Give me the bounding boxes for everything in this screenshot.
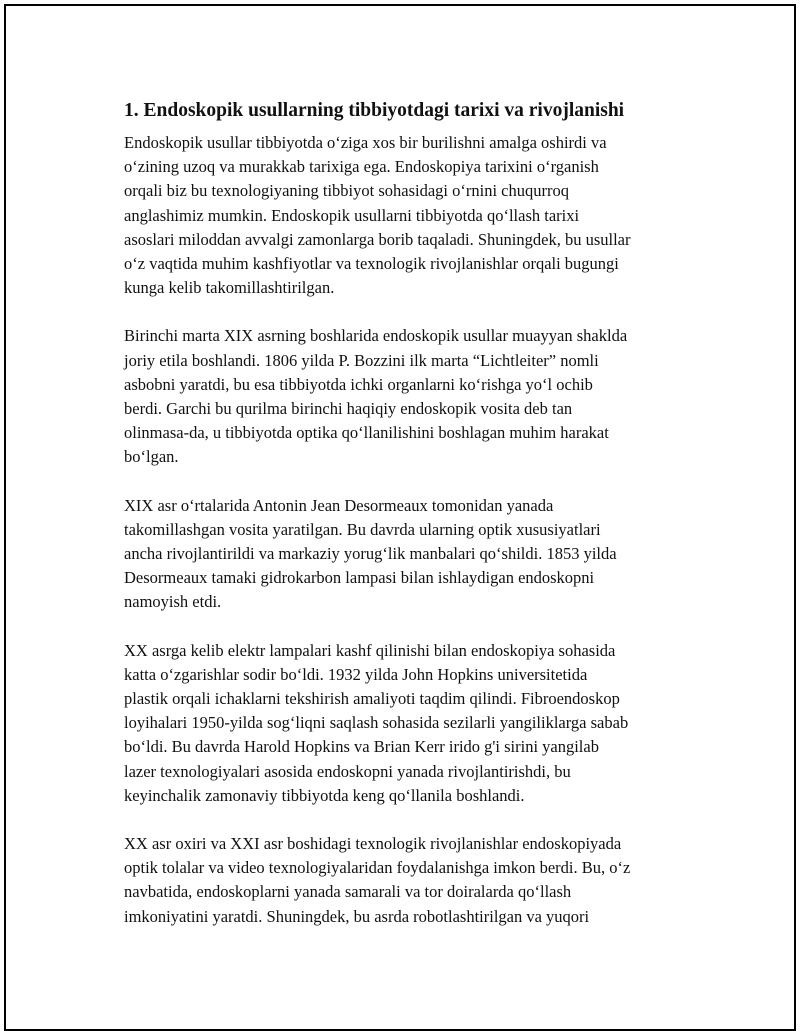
paragraph <box>124 494 700 615</box>
text-line: kunga kelib takomillashtirilgan. <box>124 278 335 298</box>
text-line: o‘z vaqtida muhim kashfiyotlar va texnologik rivojlanishlar orqali bugungi <box>124 254 619 274</box>
paragraph <box>124 832 700 929</box>
paragraph <box>124 324 700 469</box>
text-line: Desormeaux tamaki gidrokarbon lampasi bilan ishlaydigan endoskopni <box>124 568 595 588</box>
text-line: takomillashgan vosita yaratilgan. Bu davrda ularning optik xususiyatlari <box>124 519 601 539</box>
text-line: ancha rivojlantirildi va markaziy yorug‘lik manbalari qo‘shildi. 1853 yilda <box>124 544 617 564</box>
text-line: olinmasa-da, u tibbiyotda optika qo‘llanilishini boshlagan muhim harakat <box>124 423 609 443</box>
paragraph <box>124 131 700 300</box>
text-line: keyinchalik zamonaviy tibbiyotda keng qo‘llanila boshlandi. <box>124 785 525 805</box>
text-line: imkoniyatini yaratdi. Shuningdek, bu asrda robotlashtirilgan va yuqori <box>124 906 590 926</box>
text-line: navbatida, endoskoplarni yanada samarali va tor doiralarda qo‘llash <box>124 882 572 902</box>
text-line: bo‘lgan. <box>124 447 179 467</box>
text-line: berdi. Garchi bu qurilma birinchi haqiqiy endoskopik vosita deb tan <box>124 399 573 419</box>
text-line: bo‘ldi. Bu davrda Harold Hopkins va Brian Kerr irido g'i sirini yangilab <box>124 737 599 757</box>
text-line: katta o‘zgarishlar sodir bo‘ldi. 1932 yilda John Hopkins universitetida <box>124 664 588 684</box>
section-title: 1. Endoskopik usullarning tibbiyotdagi tarixi va rivojlanishi <box>124 100 625 121</box>
text-line: Birinchi marta XIX asrning boshlarida endoskopik usullar muayyan shaklda <box>124 326 628 346</box>
text-line: o‘zining uzoq va murakkab tarixiga ega. Endoskopiya tarixini o‘rganish <box>124 157 599 177</box>
text-line: loyihalari 1950-yilda sog‘liqni saqlash sohasida sezilarli yangiliklarga sabab <box>124 713 629 733</box>
text-line: orqali biz bu texnologiyaning tibbiyot sohasidagi o‘rnini chuqurroq <box>124 181 569 201</box>
text-line: asoslari miloddan avvalgi zamonlarga borib taqaladi. Shuningdek, bu usullar <box>124 229 631 249</box>
text-line: joriy etila boshlandi. 1806 yilda P. Bozzini ilk marta “Lichtleiter” nomli <box>124 350 599 370</box>
page-frame <box>4 4 796 1031</box>
text-line: XX asr oxiri va XXI asr boshidagi texnologik rivojlanishlar endoskopiyada <box>124 834 622 854</box>
text-line: anglashimiz mumkin. Endoskopik usullarni tibbiyotda qo‘llash tarixi <box>124 205 580 225</box>
document-body <box>120 98 700 953</box>
text-line: Endoskopik usullar tibbiyotda o‘ziga xos bir burilishni amalga oshirdi va <box>124 133 607 152</box>
text-line: asbobni yaratdi, bu esa tibbiyotda ichki organlarni ko‘rishga yo‘l ochib <box>124 374 593 394</box>
paragraph-list <box>120 131 700 929</box>
text-line: XIX asr o‘rtalarida Antonin Jean Desormeaux tomonidan yanada <box>124 495 554 515</box>
text-line: lazer texnologiyalari asosida endoskopni yanada rivojlantirishdi, bu <box>124 761 571 781</box>
paragraph <box>124 639 700 808</box>
text-line: optik tolalar va video texnologiyalaridan foydalanishga imkon berdi. Bu, o‘z <box>124 858 631 878</box>
text-line: plastik orqali ichaklarni tekshirish amaliyoti taqdim qilindi. Fibroendoskop <box>124 689 620 709</box>
text-line: XX asrga kelib elektr lampalari kashf qilinishi bilan endoskopiya sohasida <box>124 640 616 660</box>
text-line: namoyish etdi. <box>124 592 222 612</box>
